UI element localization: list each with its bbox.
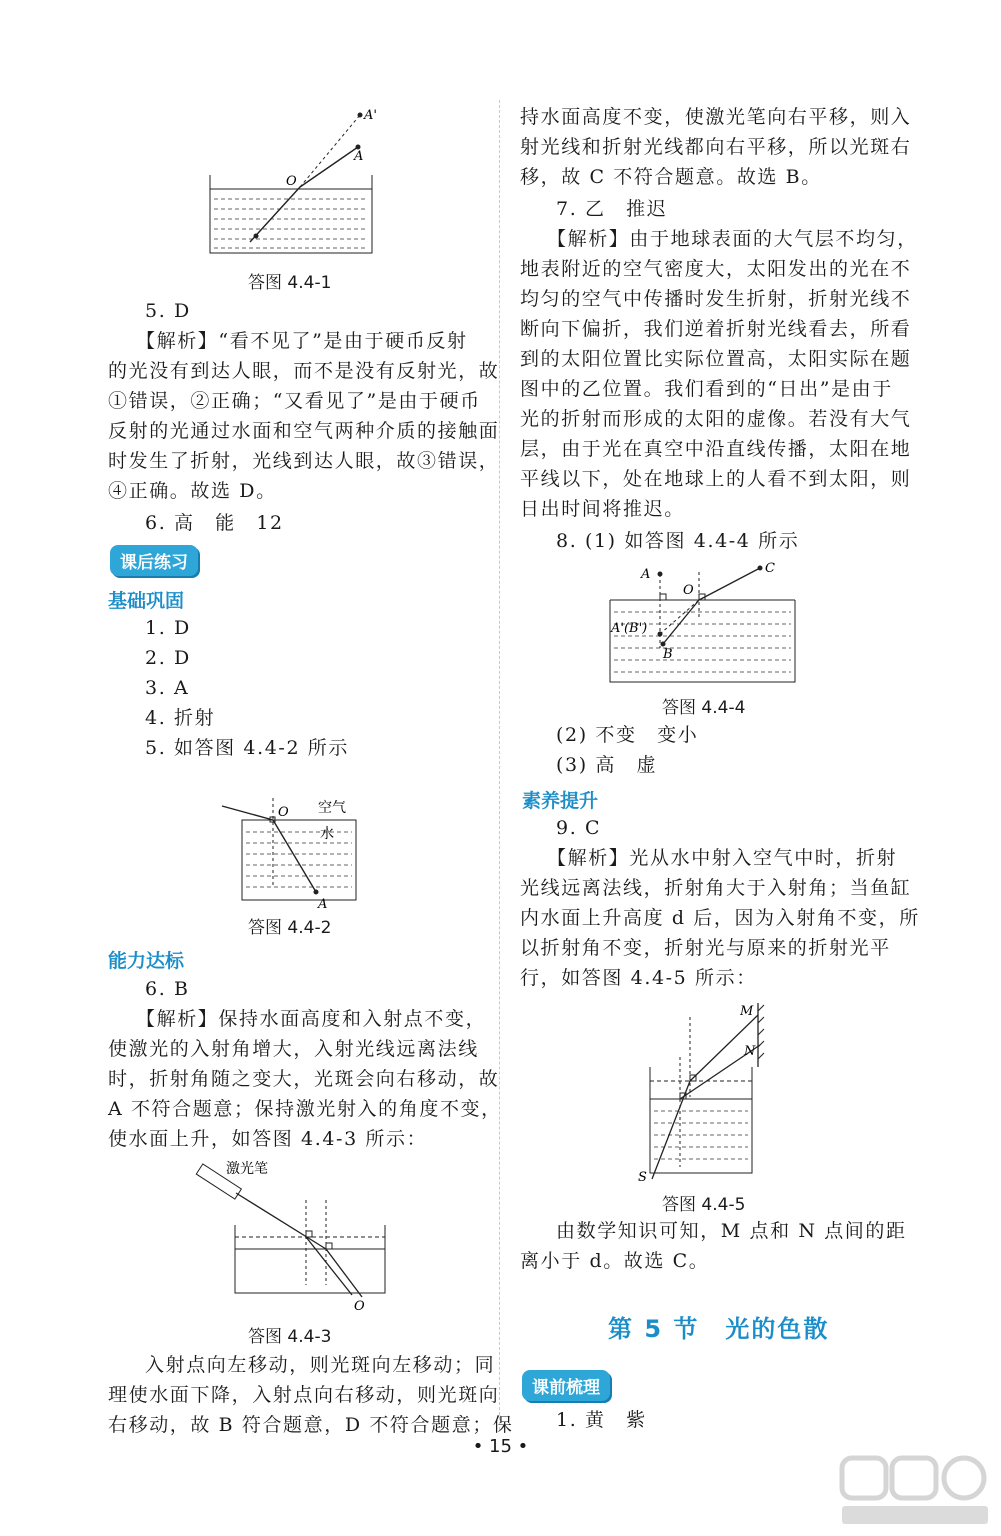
q7-answer: 7. 乙 推迟: [556, 198, 668, 220]
after-fig-line-0: 入射点向左移动，则光斑向左移动；同: [145, 1354, 496, 1376]
q5-line-5: ④正确。故选 D。: [108, 480, 277, 502]
basic-item-4: 5. 如答图 4.4-2 所示: [145, 737, 349, 759]
ability-line-1: 使激光的入射角增大，入射光线远离法线: [108, 1038, 479, 1060]
cont-line-1: 射光线和折射光线都向右平移，所以光斑右: [520, 136, 912, 158]
fig444-label-a: A: [641, 567, 651, 582]
conclusion-line-0: 由数学知识可知，M 点和 N 点间的距: [556, 1220, 907, 1242]
fig444-label-ab: A'(B'): [611, 621, 648, 636]
ability-line-3: A 不符合题意；保持激光射入的角度不变，: [108, 1098, 502, 1120]
basic-item-0: 1. D: [145, 617, 191, 639]
q7-line-7: 层，由于光在真空中沿直线传播，太阳在地: [520, 438, 912, 460]
fig443-label-o: O: [354, 1299, 365, 1314]
q5-answer: 5. D: [145, 300, 191, 322]
fig445-label-n: N: [744, 1044, 756, 1059]
figure-4-4-3: [190, 1155, 400, 1315]
ability-title: 能力达标: [108, 950, 185, 972]
q5-line-0: 【解析】“看不见了”是由于硬币反射: [136, 330, 468, 352]
cont-line-2: 移，故 C 不符合题意。故选 B。: [520, 166, 822, 188]
q7-line-6: 光的折射而形成的太阳的虚像。若没有大气: [520, 408, 912, 430]
q7-line-8: 平线以下，处在地球上的人看不到太阳，则: [520, 468, 912, 490]
basic-item-1: 2. D: [145, 647, 191, 669]
q8-sub3: (3) 高 虚: [556, 754, 658, 776]
ability-line-0: 【解析】保持水面高度和入射点不变，: [136, 1008, 487, 1030]
basic-item-2: 3. A: [145, 677, 190, 699]
fig442-caption: 答图 4.4-2: [248, 918, 332, 938]
column-divider: [499, 100, 500, 1430]
fig442-label-a: A: [318, 897, 328, 908]
literacy-line-1: 光线远离法线，折射角大于入射角；当鱼缸: [520, 877, 912, 899]
cont-line-0: 持水面高度不变，使激光笔向右平移，则入: [520, 106, 912, 128]
fig444-label-o: O: [683, 583, 694, 598]
fig441-caption: 答图 4.4-1: [248, 273, 332, 293]
figure-4-4-2: [218, 788, 368, 908]
literacy-title: 素养提升: [522, 790, 599, 812]
fig441-label-o: O: [286, 174, 297, 189]
q8-answer: 8. (1) 如答图 4.4-4 所示: [556, 530, 800, 552]
fig443-caption: 答图 4.4-3: [248, 1327, 332, 1347]
q7-line-1: 地表附近的空气密度大，太阳发出的光在不: [520, 258, 912, 280]
q7-line-2: 均匀的空气中传播时发生折射，折射光线不: [520, 288, 912, 310]
ability-line-2: 时，折射角随之变大，光斑会向右移动，故: [108, 1068, 500, 1090]
conclusion-line-1: 离小于 d。故选 C。: [520, 1250, 710, 1272]
figure-4-4-4: [605, 558, 805, 688]
q8-sub2: (2) 不变 变小: [556, 724, 699, 746]
basic-item-3: 4. 折射: [145, 707, 216, 729]
fig442-label-water: 水: [320, 826, 334, 842]
q5-line-3: 反射的光通过水面和空气两种介质的接触面: [108, 420, 500, 442]
fig445-label-m: M: [740, 1004, 754, 1019]
fig444-caption: 答图 4.4-4: [662, 698, 746, 718]
fig441-label-a-prime: A': [364, 108, 377, 123]
literacy-line-0: 【解析】光从水中射入空气中时，折射: [547, 847, 898, 869]
fig442-label-air: 空气: [318, 800, 346, 816]
q7-line-5: 图中的乙位置。我们看到的“日出”是由于: [520, 378, 893, 400]
literacy-line-3: 以折射角不变，折射光与原来的折射光平: [520, 937, 891, 959]
literacy-answer: 9. C: [556, 817, 602, 839]
q7-line-9: 日出时间将推迟。: [520, 498, 685, 520]
q1-answer: 1. 黄 紫: [556, 1409, 647, 1431]
ability-answer: 6. B: [145, 978, 190, 1000]
q7-line-3: 断向下偏折，我们逆着折射光线看去，所看: [520, 318, 912, 340]
section-title: 第 5 节 光的色散: [608, 1315, 830, 1343]
q5-line-4: 时发生了折射，光线到达人眼，故③错误，: [108, 450, 500, 472]
literacy-line-4: 行，如答图 4.4-5 所示：: [520, 967, 757, 989]
after-fig-line-2: 右移动，故 B 符合题意，D 不符合题意；保: [108, 1414, 514, 1436]
q5-line-2: ①错误，②正确；“又看见了”是由于硬币: [108, 390, 481, 412]
figure-4-4-1: [200, 105, 390, 265]
watermark-logo: [838, 1450, 993, 1530]
fig445-caption: 答图 4.4-5: [662, 1195, 746, 1215]
fig444-label-b: B: [663, 647, 673, 662]
q7-line-0: 【解析】由于地球表面的大气层不均匀，: [547, 228, 918, 250]
q5-line-1: 的光没有到达人眼，而不是没有反射光，故: [108, 360, 500, 382]
basic-title: 基础巩固: [108, 590, 185, 612]
fig441-label-a: A: [354, 149, 364, 164]
fig445-label-s: S: [638, 1170, 647, 1185]
fig443-label-laser: 激光笔: [226, 1161, 268, 1177]
ability-line-4: 使水面上升，如答图 4.4-3 所示：: [108, 1128, 428, 1150]
badge-after-class: 课后练习: [110, 545, 198, 576]
after-fig-line-1: 理使水面下降，入射点向右移动，则光斑向: [108, 1384, 500, 1406]
page-number: • 15 •: [472, 1436, 529, 1457]
figure-4-4-5: [630, 997, 780, 1187]
q7-line-4: 到的太阳位置比实际位置高，太阳实际在题: [520, 348, 912, 370]
fig442-label-o: O: [278, 805, 289, 820]
literacy-line-2: 内水面上升高度 d 后，因为入射角不变，所: [520, 907, 920, 929]
q6-answer: 6. 高 能 12: [145, 512, 284, 534]
fig444-label-c: C: [765, 561, 775, 576]
badge-before-class: 课前梳理: [522, 1370, 610, 1401]
